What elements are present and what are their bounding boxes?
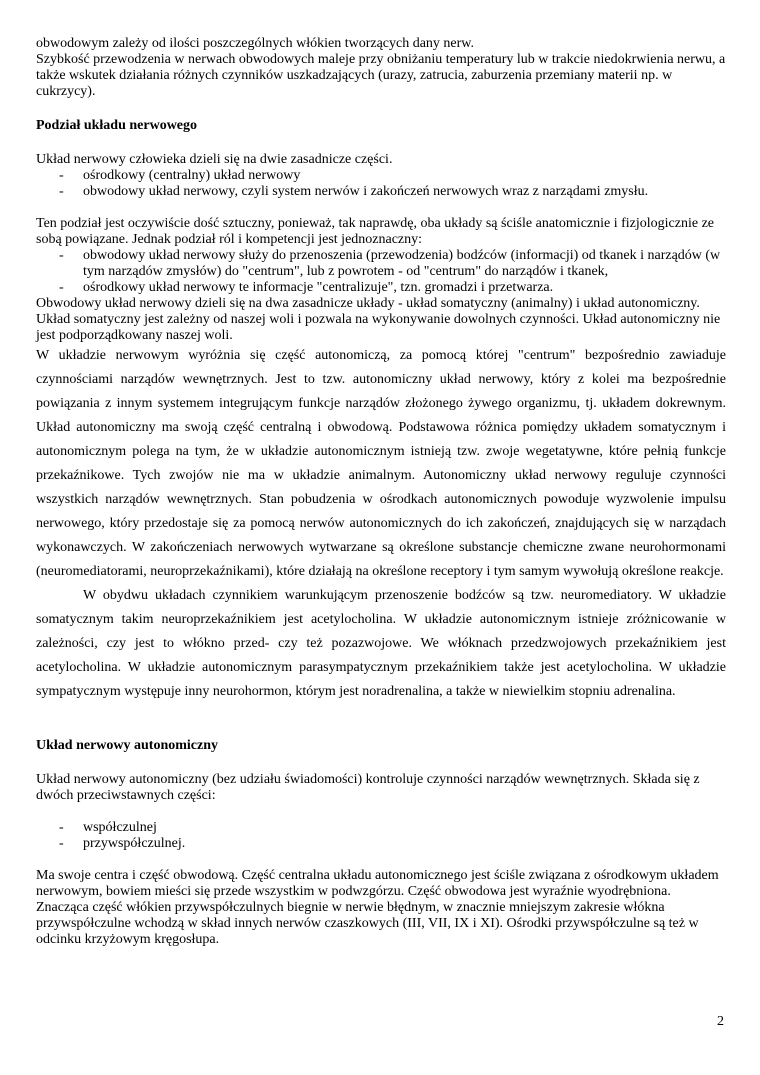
section1-paragraph-2: Ten podział jest oczywiście dość sztuczny, ponieważ, tak naprawdę, oba układy są ściśle anatomicznie i fizjologicznie ze sobą powiązane. Jednak podział ról i kompetencji jest jednoznaczny:: [36, 216, 715, 247]
section2-paragraph-3: Znacząca część włókien przywspółczulnych biegnie w nerwie błędnym, w znacznie mniejszym zakresie włókna przywspółczulne wchodzą w skład innych nerwów czaszkowych (III, VII, IX i XI). Ośrodki przywspółczulne są też w odcinku krzyżowym kręgosłupa.: [36, 900, 699, 947]
section2-paragraph-2: Ma swoje centra i część obwodową. Część centralna układu autonomicznego jest ściśle związana z ośrodkowym układem nerwowym, bowiem mieści się przede wszystkim w podwzgórzu. Część obwodowa jest wyraźnie wyodrębniona.: [36, 868, 719, 899]
list-item: - obwodowy układ nerwowy, czyli system nerwów i zakończeń nerwowych wraz z narządami zmysłu.: [36, 184, 726, 200]
section2-list: [36, 820, 726, 852]
list-item: - przywspółczulnej.: [36, 836, 726, 852]
section1-paragraph-1: Układ nerwowy człowieka dzieli się na dwie zasadnicze części.: [36, 152, 393, 167]
section1-paragraph-4: Układ somatyczny jest zależny od naszej woli i pozwala na wykonywanie dowolnych czynności. Układ autonomiczny nie jest podporządkowany naszej woli.: [36, 312, 721, 343]
intro-line: obwodowym zależy od ilości poszczególnych włókien tworzących dany nerw.: [36, 36, 475, 51]
intro-paragraph: Szybkość przewodzenia w nerwach obwodowych maleje przy obniżaniu temperatury lub w trakcie niedokrwienia nerwu, a także wskutek działania różnych czynników uszkadzających (urazy, zatrucia, zaburzenia przemiany materii np. w cukrzycy).: [36, 52, 726, 99]
section-heading-autonomiczny: Układ nerwowy autonomiczny: [36, 738, 219, 753]
list-item: - obwodowy układ nerwowy służy do przenoszenia (przewodzenia) bodźców (informacji) od tkanek i narządów (w tym narządów zmysłów) do "centrum", lub z powrotem - od "centrum" do narządów i tkanek,: [36, 248, 726, 280]
page-number: 2: [717, 1014, 724, 1029]
section1-paragraph-3: Obwodowy układ nerwowy dzieli się na dwa zasadnicze układy - układ somatyczny (animalny) i układ autonomiczny.: [36, 296, 700, 311]
list-item: - współczulnej: [36, 820, 726, 836]
list-item: - ośrodkowy (centralny) układ nerwowy: [36, 168, 726, 184]
section1-paragraph-5: W układzie nerwowym wyróżnia się część autonomiczą, za pomocą której "centrum" bezpośrednio zawiaduje czynnościami narządów wewnętrznych. Jest to tzw. autonomiczny układ nerwowy, który z kolei ma bezpośrednie powiązania z innym systemem integrującym funkcje narządów złożonego żywego organizmu, tj. układem dokrewnym. Układ autonomiczny ma swoją część centralną i obwodową. Podstawowa różnica pomiędzy układem somatycznym i autonomicznym polega na tym, że w układzie autonomicznym istnieją tzw. zwoje wegetatywne, które pełnią funkcje przekaźnikowe. Tych zwojów nie ma w układzie animalnym. Autonomiczny układ nerwowy reguluje czynności wszystkich narządów wewnętrznych. Stan pobudzenia w ośrodkach autonomicznych powoduje wyzwolenie impulsu nerwowego, który przedostaje się za pomocą nerwów autonomicznych do ich zakończeń, znajdujących się w narządach wykonawczych. W zakończeniach nerwowych wytwarzane są określone substancje chemiczne zwane neurohormonami (neuromediatorami, neuroprzekaźnikami), które działają na określone receptory i tym samym wywołują określone reakcje.: [36, 348, 726, 579]
section1-list-2: [36, 248, 726, 296]
section1-list-1: [36, 168, 726, 200]
section2-paragraph-1: Układ nerwowy autonomiczny (bez udziału świadomości) kontroluje czynności narządów wewnętrznych. Składa się z dwóch przeciwstawnych części:: [36, 772, 700, 803]
list-item: - ośrodkowy układ nerwowy te informacje "centralizuje", tzn. gromadzi i przetwarza.: [36, 280, 726, 296]
section1-paragraph-6: W obydwu układach czynnikiem warunkującym przenoszenie bodźców są tzw. neuromediatory. W układzie somatycznym takim neuroprzekaźnikiem jest acetylocholina. W układzie autonomicznym istnieje zróżnicowanie w zależności, czy jest to włókno przed- czy też pozazwojowe. We włóknach przedzwojowych przekaźnikiem jest acetylocholina. W układzie autonomicznym parasympatycznym przekaźnikiem także jest acetylocholina. W układzie sympatycznym występuje inny neurohormon, którym jest noradrenalina, a także w niewielkim stopniu adrenalina.: [36, 588, 726, 699]
document-page: [36, 36, 726, 948]
section-heading-podzial: Podział układu nerwowego: [36, 118, 198, 133]
